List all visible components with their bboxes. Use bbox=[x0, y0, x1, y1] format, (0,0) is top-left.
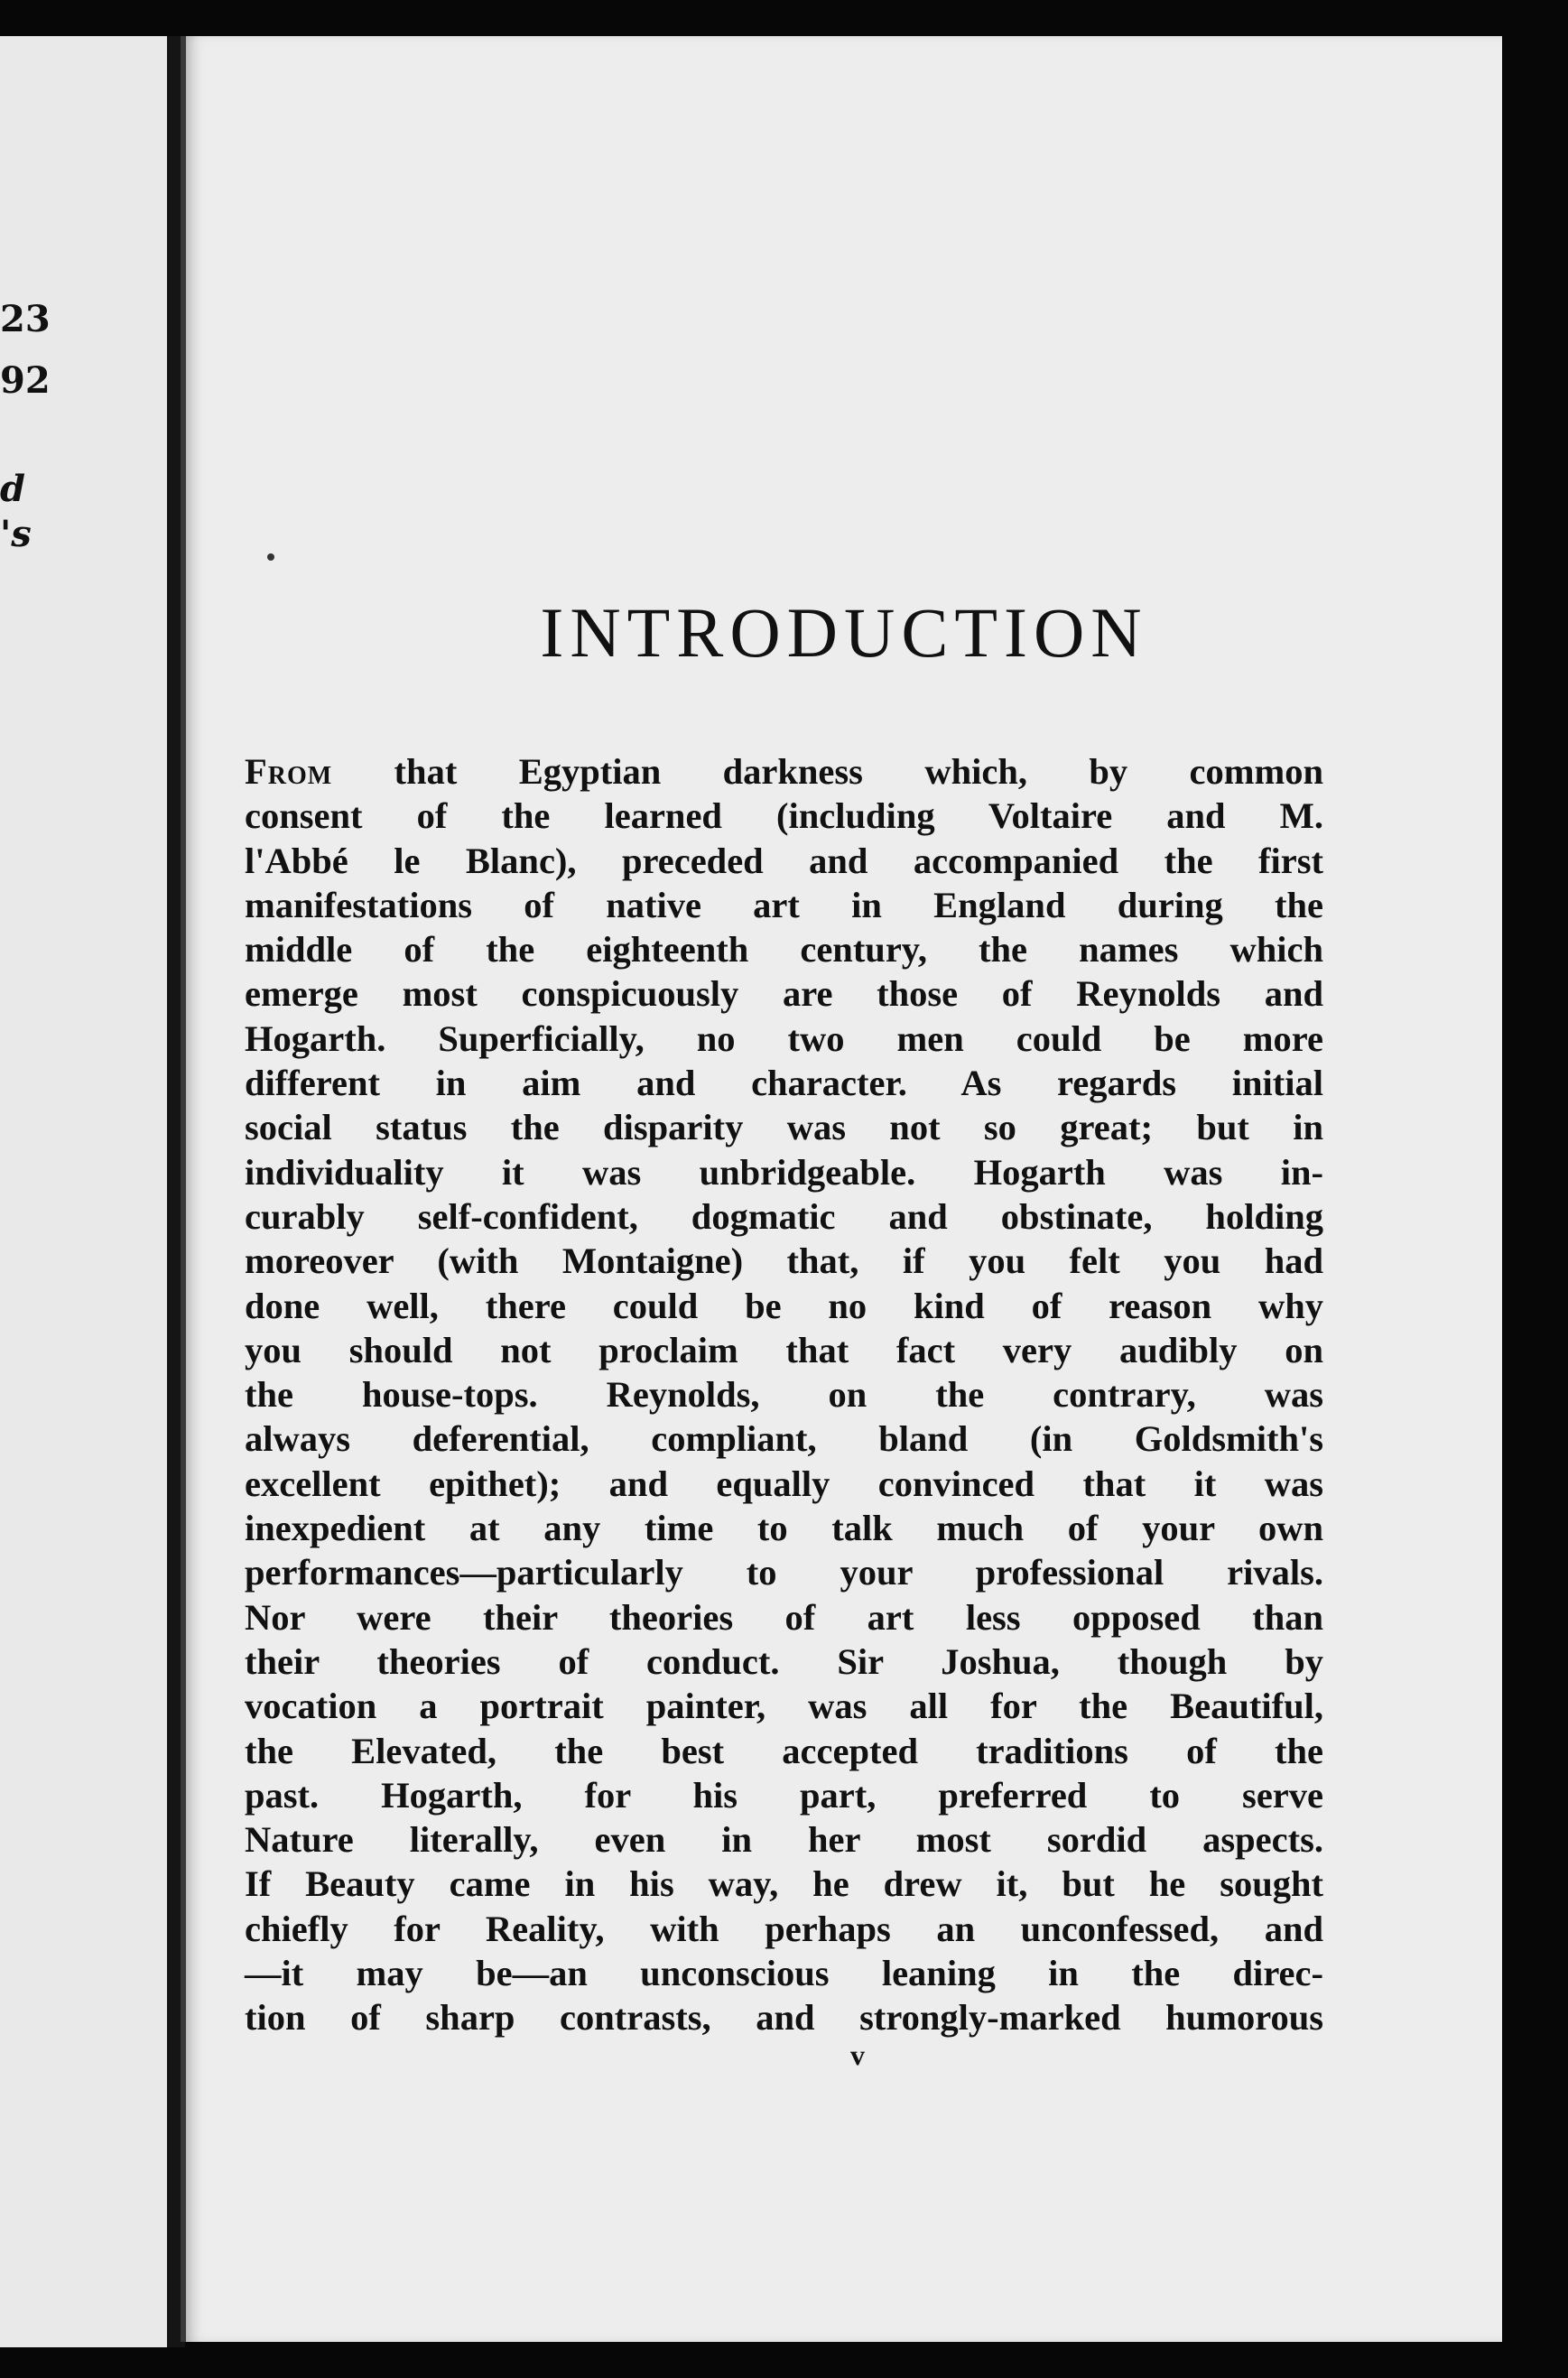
facing-page-fragment: d bbox=[0, 468, 25, 510]
facing-page-fragment: 92 bbox=[0, 359, 51, 402]
text-line: manifestations of native art in England during the bbox=[245, 884, 1323, 925]
text-line: moreover (with Montaigne) that, if you felt you had bbox=[245, 1240, 1323, 1282]
text-line: Hogarth. Superficially, no two men could be more bbox=[245, 1017, 1323, 1059]
text-line: past. Hogarth, for his part, preferred to serve bbox=[245, 1774, 1323, 1816]
text-line: you should not proclaim that fact very audibly on bbox=[245, 1329, 1323, 1370]
text-line: Nature literally, even in her most sordid aspects. bbox=[245, 1819, 1323, 1861]
facing-page-fragment: 's bbox=[0, 513, 32, 555]
text-line: From that Egyptian darkness which, by common bbox=[245, 751, 1323, 792]
text-line: individuality it was unbridgeable. Hogarth was in- bbox=[245, 1151, 1323, 1193]
drop-word: From bbox=[245, 751, 333, 792]
text-line: performances—particularly to your professional rivals. bbox=[245, 1552, 1323, 1593]
ink-speck bbox=[267, 553, 274, 561]
text-line: middle of the eighteenth century, the names which bbox=[245, 929, 1323, 971]
text-line: l'Abbé le Blanc), preceded and accompanied the first bbox=[245, 840, 1323, 881]
text-line: emerge most conspicuously are those of Reynolds and bbox=[245, 973, 1323, 1015]
text-line: inexpedient at any time to talk much of your own bbox=[245, 1508, 1323, 1549]
text-line: tion of sharp contrasts, and strongly-marked humorous bbox=[245, 1997, 1323, 2039]
text-line: done well, there could be no kind of reason why bbox=[245, 1285, 1323, 1326]
text-line: If Beauty came in his way, he drew it, but he sought bbox=[245, 1863, 1323, 1905]
text-line: —it may be—an unconscious leaning in the direc- bbox=[245, 1953, 1323, 1994]
text-line: curably self-confident, dogmatic and obstinate, holding bbox=[245, 1195, 1323, 1237]
facing-page-fragment: 23 bbox=[0, 298, 51, 340]
facing-page-edge bbox=[0, 36, 167, 2347]
text-line: Nor were their theories of art less opposed than bbox=[245, 1596, 1323, 1638]
text-line: consent of the learned (including Voltaire and M. bbox=[245, 795, 1323, 837]
text-line: social status the disparity was not so great; but in bbox=[245, 1107, 1323, 1148]
text-line: the Elevated, the best accepted traditions of the bbox=[245, 1730, 1323, 1771]
text-line: their theories of conduct. Sir Joshua, though by bbox=[245, 1640, 1323, 1682]
text-line: different in aim and character. As regards initial bbox=[245, 1063, 1323, 1104]
body-text bbox=[245, 749, 1323, 2040]
text-line: always deferential, compliant, bland (in Goldsmith's bbox=[245, 1418, 1323, 1460]
text-line: excellent epithet); and equally convinced that it was bbox=[245, 1463, 1323, 1504]
text-line: chiefly for Reality, with perhaps an unconfessed, and bbox=[245, 1908, 1323, 1949]
chapter-title: INTRODUCTION bbox=[540, 593, 1148, 672]
book-page bbox=[181, 36, 1502, 2342]
text-line: the house-tops. Reynolds, on the contrary, was bbox=[245, 1374, 1323, 1416]
text-line: vocation a portrait painter, was all for the Beautiful, bbox=[245, 1686, 1323, 1727]
page-number: v bbox=[850, 2039, 865, 2071]
